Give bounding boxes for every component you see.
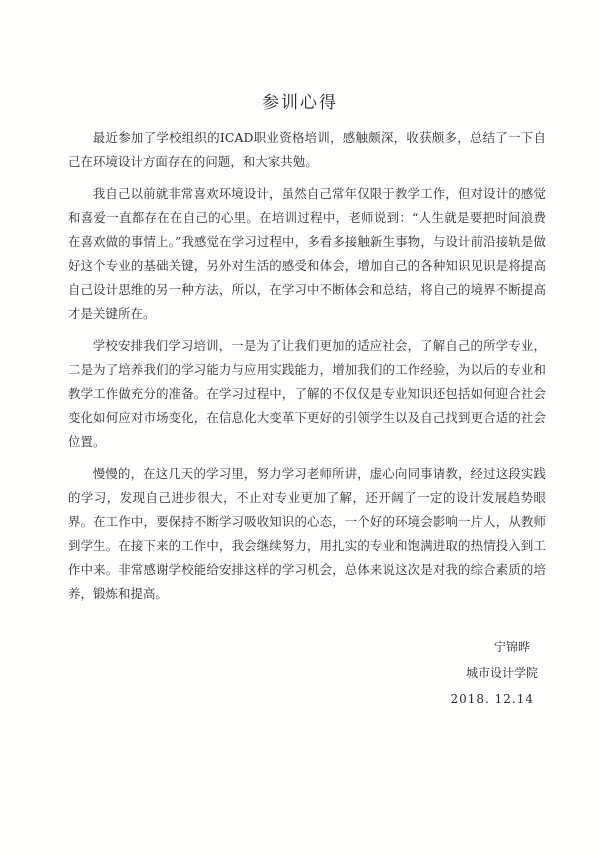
paragraph-2: 我自己以前就非常喜欢环境设计，虽然自己常年仅限于教学工作，但对设计的感觉和喜爱一直都存在在自己的心里。在培训过程中，老师说到：“人生就是要把时间浪费在喜欢做的事情上。”我感觉在学习过程中，多看多接触新生事物，与设计前沿接轨是做好这个专业的基础关键，另外对生活的感受和体会，增加自己的各种知识见识是将提高自己设计思维的另一种方法，所以，在学习中不断体会和总结，将自己的境界不断提高才是关键所在。 [68,186,546,321]
paragraph-4: 慢慢的，在这几天的学习里，努力学习老师所讲，虚心向同事请教，经过这段实践的学习，发现自己进步很大，不止对专业更加了解，还开阔了一定的设计发展趋势眼界。在工作中，要保持不断学习吸收知识的心态，一个好的环境会影响一片人，从教师到学生。在接下来的工作中，我会继续努力，用扎实的专业和饱满进取的热情投入到工作中来。非常感谢学校能给安排这样的学习机会，总体来说这次是对我的综合素质的培养，锻炼和提高。 [68,466,546,601]
document-body [68,126,546,614]
paragraph-3: 学校安排我们学习培训，一是为了让我们更加的适应社会，了解自己的所学专业，二是为了培养我们的学习能力与应用实践能力，增加我们的工作经验，为以后的专业和教学工作做充分的准备。在学习过程中，了解的不仅仅是专业知识还包括如何迎合社会变化如何应对市场变化，在信息化大变革下更好的引领学生以及自己找到更合适的社会位置。 [68,338,546,449]
signature-name: 宁锦晔 [493,640,530,654]
signature-organization: 城市设计学院 [465,666,538,680]
document-title: 参训心得 [262,93,338,113]
signature-block [450,634,538,712]
signature-date: 2018. 12.14 [450,692,534,706]
paragraph-1: 最近参加了学校组织的ICAD职业资格培训，感触颇深，收获颇多，总结了一下自己在环境设计方面存在的问题，和大家共勉。 [68,130,546,169]
